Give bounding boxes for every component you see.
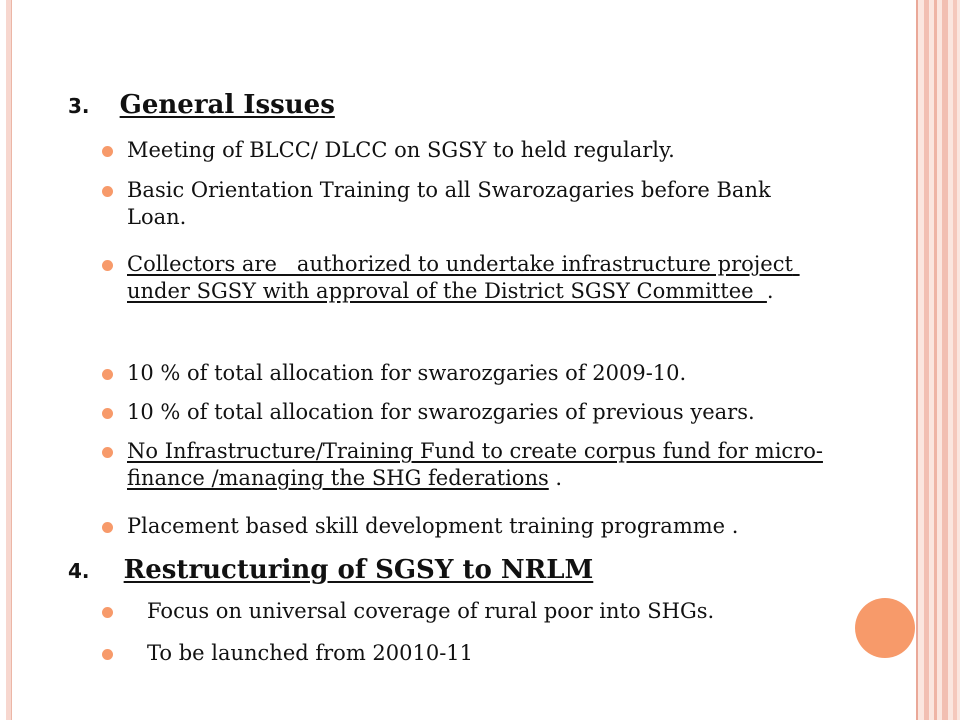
section-title: General Issues <box>119 90 335 120</box>
bullet-text-underlined: No Infrastructure/Training Fund to create corpus fund for micro-finance /managing the SHG federations <box>127 439 823 490</box>
section-number: 3. <box>68 94 90 118</box>
bullet-text: Placement based skill development training programme . <box>127 514 739 538</box>
bullet-text: 10 % of total allocation for swarozgaries of 2009-10. <box>127 361 687 385</box>
bullet-text: Basic Orientation Training to all Swarozagaries before Bank Loan. <box>127 178 771 229</box>
section-number: 4. <box>68 559 90 583</box>
frame-stripe <box>953 0 957 720</box>
bullet-text-underlined: Collectors are authorized to undertake infrastructure project under SGSY with approval of the District SGSY Committee <box>127 252 800 303</box>
bullet-item <box>127 438 897 492</box>
bullet-text-tail: . <box>548 466 563 490</box>
bullet-icon <box>102 522 113 533</box>
bullet-icon <box>102 447 113 458</box>
bullet-icon <box>102 408 113 419</box>
decorative-circle <box>855 598 915 658</box>
bullet-text: To be launched from 20010-11 <box>147 641 474 665</box>
bullet-item <box>147 598 927 625</box>
bullet-item <box>127 360 907 387</box>
bullet-text: Meeting of BLCC/ DLCC on SGSY to held regularly. <box>127 138 675 162</box>
bullet-text-tail: . <box>766 279 774 303</box>
bullet-item <box>127 251 857 305</box>
bullet-item <box>127 513 907 540</box>
bullet-icon <box>102 607 113 618</box>
bullet-item <box>127 137 907 164</box>
bullet-icon <box>102 649 113 660</box>
section-heading <box>68 90 335 121</box>
bullet-text: Focus on universal coverage of rural poor into SHGs. <box>147 599 715 623</box>
bullet-item <box>127 177 827 231</box>
section-title: Restructuring of SGSY to NRLM <box>123 555 594 585</box>
section-heading <box>68 555 593 586</box>
bullet-icon <box>102 186 113 197</box>
bullet-item <box>127 399 907 426</box>
frame-stripe <box>942 0 948 720</box>
bullet-item <box>147 640 927 667</box>
bullet-icon <box>102 369 113 380</box>
bullet-text: 10 % of total allocation for swarozgaries of previous years. <box>127 400 755 424</box>
frame-stripe <box>934 0 937 720</box>
bullet-icon <box>102 260 113 271</box>
bullet-icon <box>102 146 113 157</box>
